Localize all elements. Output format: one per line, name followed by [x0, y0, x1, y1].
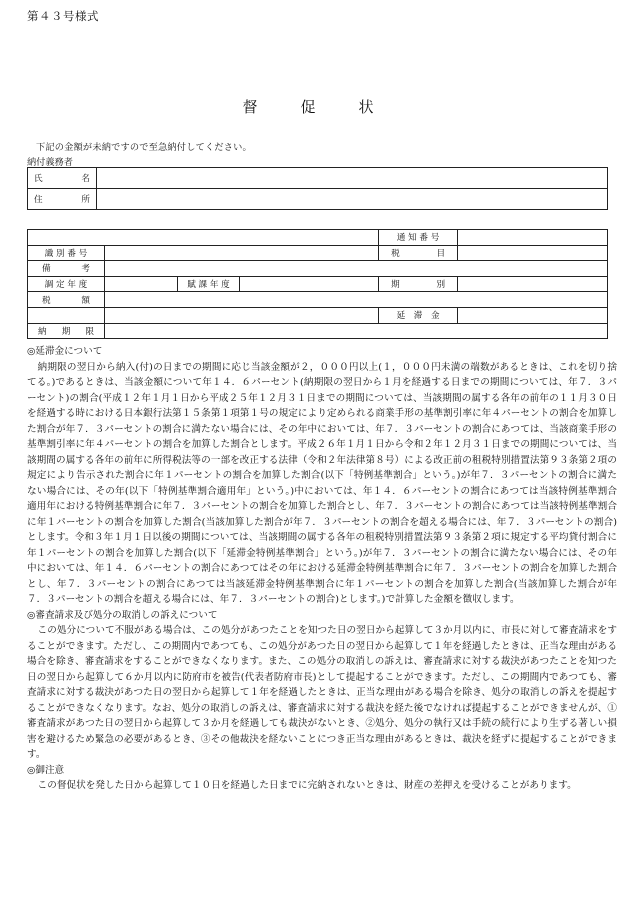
- table-row: [28, 292, 608, 308]
- id-no-value[interactable]: [105, 245, 379, 261]
- table-row: [28, 168, 608, 189]
- table-row: [28, 230, 608, 246]
- review-text: この処分について不服がある場合は、この処分があつたことを知つた日の翌日から起算して３か月以内に、市長に対して審査請求をすることができます。ただし、この期間内であつても、この処分があつた日の翌日から起算して１年を経過したときは、正当な理由がある場合を除き、審査請求をすることができなくなります。また、この処分の取消しの訴えは、審査請求に対する裁決があつたことを知つた日の翌日から起算して６か月以内に防府市を被告(代表者防府市長)として提起することができます。ただし、この期間内であつても、審査請求に対する裁決があつた日の翌日から起算して１年を経過したときは、正当な理由がある場合を除き、処分の取消しの訴えを提起することができなくなります。なお、処分の取消しの訴えは、審査請求に対する裁決を経た後でなければ提起することができませんが、①審査請求があつた日の翌日から起算して３か月を経過しても裁決がないとき、②処分、処分の執行又は手続の続行により生ずる著しい損害を避けるため緊急の必要があるとき、③その他裁決を経ないことにつき正当な理由があるときは、裁決を経ずに提起することができます。: [27, 625, 617, 760]
- table-row: [28, 307, 608, 323]
- late-fee-value[interactable]: [458, 307, 608, 323]
- note-text: この督促状を発した日から起算して１０日を経過した日までに完納されないときは、財産の差押えを受けることがあります。: [37, 780, 577, 791]
- late-fee-heading: ◎延滞金について: [27, 346, 103, 357]
- levy-year-value[interactable]: [240, 276, 379, 292]
- table-row: [28, 261, 608, 277]
- name-label-cell: [28, 168, 97, 189]
- tax-item-value[interactable]: [458, 245, 608, 261]
- tax-amount-label: 税 額: [28, 292, 105, 308]
- table-row: [28, 245, 608, 261]
- note-heading: ◎御注意: [27, 764, 65, 776]
- table-row: [28, 323, 608, 339]
- name-label-2: 名: [81, 174, 90, 184]
- detail-table: [27, 229, 608, 339]
- table-row: [28, 189, 608, 210]
- name-label-1: 氏: [34, 174, 43, 184]
- address-label-2: 所: [81, 195, 90, 205]
- address-value-cell[interactable]: [97, 189, 608, 210]
- late-fee-label: 延 滞 金: [379, 307, 458, 323]
- page-title: 督 促 状: [242, 98, 388, 116]
- notice-no-value[interactable]: [458, 230, 608, 246]
- due-date-value[interactable]: [105, 323, 608, 339]
- period-value[interactable]: [458, 276, 608, 292]
- id-no-label: 識 別 番 号: [28, 245, 105, 261]
- address-label-cell: [28, 189, 97, 210]
- assess-year-label: 調 定 年 度: [28, 276, 105, 292]
- name-value-cell[interactable]: [97, 168, 608, 189]
- address-label-1: 住: [34, 195, 43, 205]
- remarks-label: 備 考: [28, 261, 105, 277]
- notes-body: [27, 344, 617, 794]
- notice-no-label: 通 知 番 号: [379, 230, 458, 246]
- remarks-value[interactable]: [105, 261, 608, 277]
- tax-amount-value[interactable]: [105, 292, 608, 308]
- tax-item-label: 税 目: [379, 245, 458, 261]
- payer-table: [27, 167, 608, 210]
- intro-text: 下記の金額が未納ですので至急納付してください。: [36, 142, 252, 153]
- review-heading: ◎審査請求及び処分の取消しの訴えについて: [27, 609, 218, 621]
- assess-year-value[interactable]: [105, 276, 178, 292]
- due-date-label: 納 期 限: [28, 323, 105, 339]
- table-row: [28, 276, 608, 292]
- form-number: 第４３号様式: [27, 9, 99, 23]
- period-label: 期 別: [379, 276, 458, 292]
- late-fee-text: 納期限の翌日から納入(付)の日までの期間に応じ当該金額が２，０００円以上(１，０００円未満の端数があるときは、これを切り捨てる。)であるときは、当該金額について年１４．６パーセント(納期限の翌日から１月を経過する日までの期間については、年７．３パーセント)の割合(平成１２年１月１日から平成２５年１２月３１日までの期間については、当該期間の属する各年の前年の１１月３０日を経過する時における日本銀行法第１５条第１項第１号の規定により定められる商業手形の基準割引率に年４パーセントの割合を加算した割合が年７．３パーセントの割合に満たない場合には、その年中においては、年７．３パーセントの割合にあつては、当該商業手形の基準割引率に年４パーセントの割合を加算した割合とします。平成２６年１月１日から令和２年１２月３１日までの期間については、当該期間の属する各年の前年に所得税法等の一部を改正する法律（令和２年法律第８号）による改正前の租税特別措置法第９３条第２項の規定により告示された割合に年１パーセントの割合を加算した割合(以下「特例基準割合」という。)が年７．３パーセントの割合に満たない場合には、その年(以下「特例基準割合適用年」という。)中においては、年１４．６パーセントの割合にあつては当該特例基準割合適用年における特例基準割合に年７．３パーセントの割合を加算した割合とし、年７．３パーセントの割合にあつては当該特例基準割合に年１パーセントの割合を加算した割合(当該加算した割合が年７．３パーセントの割合を超える場合には、年７．３パーセントの割合)とします。令和３年１月１日以後の期間については、当該期間の属する各年の租税特別措置法第９３条第２項に規定する平均貸付割合に年１パーセントの割合を加算した割合(以下「延滞金特例基準割合」という。)が年７．３パーセントの割合に満たない場合には、その年中においては、年１４．６パーセントの割合にあつてはその年における延滞金特例基準割合に年７．３パーセントの割合を加算した割合とし、年７．３パーセントの割合にあつては当該延滞金特例基準割合に年１パーセントの割合を加算した割合(当該加算した割合が年７．３パーセントの割合を超える場合には、年７．３パーセントの割合)とします。)で計算した金額を徴収します。: [27, 361, 617, 605]
- payer-label: 納付義務者: [27, 157, 73, 168]
- levy-year-label: 賦 課 年 度: [178, 276, 240, 292]
